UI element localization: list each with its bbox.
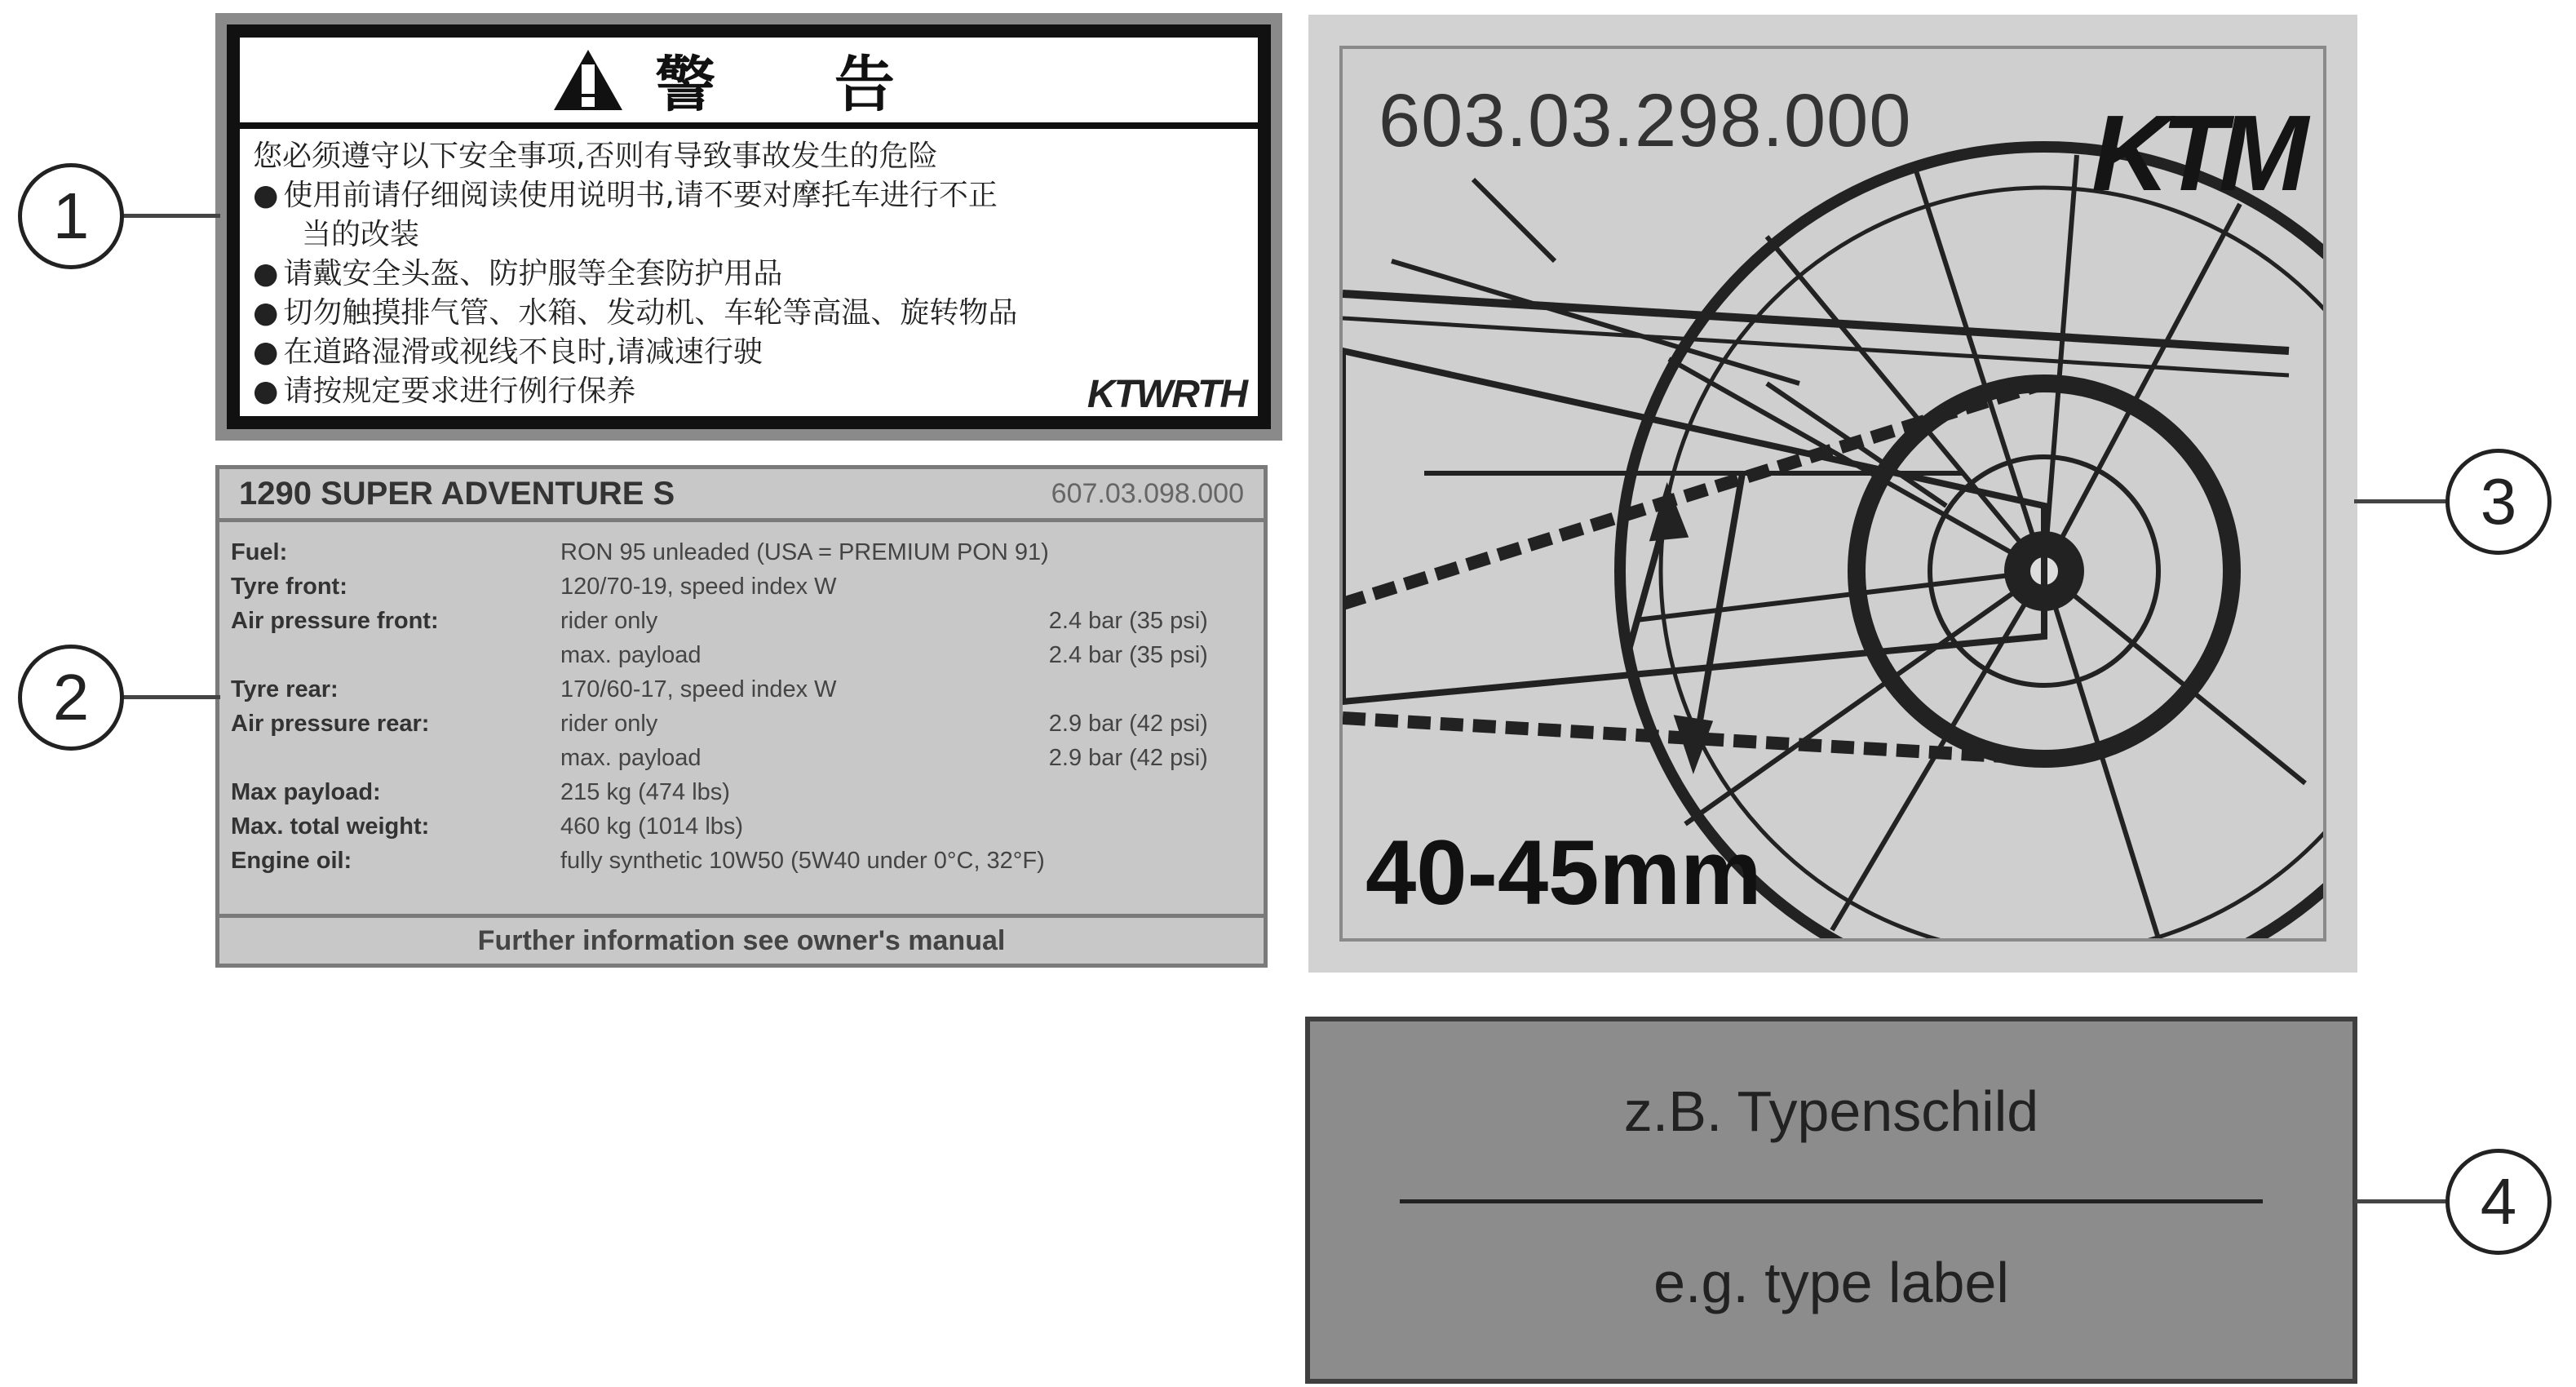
chain-tension-frame (1339, 46, 2326, 942)
specification-table (231, 535, 1208, 878)
type-label-german: z.B. Typenschild (1623, 1079, 2039, 1143)
specification-key: Air pressure rear: (231, 711, 430, 737)
specification-pressure (1049, 569, 1208, 604)
specification-pressure (1049, 844, 1208, 878)
warning-line: ● 请按规定要求进行例行保养 (253, 372, 1245, 411)
specification-key: Max. total weight: (231, 813, 430, 840)
specification-row (231, 844, 1208, 878)
chain-tension-label (1308, 15, 2357, 973)
warning-line: ● 请戴安全头盔、防护服等全套防护用品 (253, 255, 1245, 294)
specification-key (231, 638, 560, 672)
specification-pressure (1049, 535, 1208, 569)
type-label-english: e.g. type label (1653, 1251, 2009, 1314)
specification-value: 215 kg (474 lbs) (560, 779, 730, 805)
specification-pressure: 2.9 bar (42 psi) (1048, 745, 1208, 771)
specification-key: Fuel: (231, 539, 288, 565)
warning-title: 警 告 (655, 50, 944, 120)
ktm-logo: KTM (2091, 93, 2300, 213)
specification-value: fully synthetic 10W50 (5W40 under 0°C, 32°F) (560, 848, 1045, 874)
warning-text (240, 129, 1258, 419)
specification-key: Air pressure front: (231, 608, 439, 634)
specification-row (231, 638, 1208, 672)
specification-row (231, 569, 1208, 604)
brand-logo: KTWRTH (1087, 373, 1246, 416)
specification-value: rider only (560, 711, 658, 737)
specification-footer: Further information see owner's manual (219, 914, 1264, 964)
part-number: 603.03.298.000 (1379, 79, 1912, 162)
leader-line (122, 214, 220, 218)
specification-pressure: 2.4 bar (35 psi) (1048, 608, 1208, 634)
specification-row (231, 672, 1208, 707)
callout-1: 1 (18, 163, 124, 269)
chain-slack-value: 40-45mm (1365, 822, 1762, 924)
specification-header (219, 469, 1264, 522)
specification-row (231, 604, 1208, 638)
part-number: 607.03.098.000 (1051, 477, 1244, 509)
specification-row (231, 809, 1208, 844)
warning-label (215, 13, 1282, 441)
specification-value: 120/70-19, speed index W (560, 574, 837, 600)
specification-value: RON 95 unleaded (USA = PREMIUM PON 91) (560, 539, 1049, 565)
leader-line (2354, 499, 2455, 503)
specification-row (231, 775, 1208, 809)
specification-label (215, 465, 1268, 968)
warning-line: ● 切勿触摸排气管、水箱、发动机、车轮等高温、旋转物品 (253, 294, 1245, 333)
specification-pressure (1049, 809, 1208, 844)
specification-key: Tyre rear: (231, 676, 339, 702)
specification-key (231, 741, 560, 775)
specification-key: Engine oil: (231, 848, 352, 874)
callout-3: 3 (2445, 449, 2552, 555)
leader-line (2354, 1199, 2455, 1203)
specification-value: 170/60-17, speed index W (560, 676, 837, 702)
specification-value: max. payload (560, 745, 702, 771)
specification-value: rider only (560, 608, 658, 634)
specification-row (231, 741, 1208, 775)
warning-header (240, 38, 1258, 129)
warning-line: 当的改装 (302, 218, 420, 251)
callout-4: 4 (2445, 1149, 2552, 1255)
model-name: 1290 SUPER ADVENTURE S (239, 475, 675, 512)
warning-line: ● 使用前请仔细阅读使用说明书,请不要对摩托车进行不正 (253, 176, 1245, 215)
specification-pressure: 2.4 bar (35 psi) (1048, 642, 1208, 668)
specification-pressure: 2.9 bar (42 psi) (1048, 711, 1208, 737)
specification-pressure (1049, 672, 1208, 707)
specification-row (231, 707, 1208, 741)
warning-triangle-icon (554, 50, 622, 110)
type-label (1305, 1017, 2357, 1384)
specification-key: Tyre front: (231, 574, 347, 600)
callout-2: 2 (18, 645, 124, 751)
warning-line: 您必须遵守以下安全事项,否则有导致事故发生的危险 (253, 140, 938, 173)
specification-key: Max payload: (231, 779, 381, 805)
warning-line: ● 在道路湿滑或视线不良时,请减速行驶 (253, 333, 1245, 372)
specification-row (231, 535, 1208, 569)
type-label-divider (1400, 1199, 2263, 1203)
leader-line (122, 695, 220, 699)
specification-pressure (1049, 775, 1208, 809)
specification-value: max. payload (560, 642, 702, 668)
specification-value: 460 kg (1014 lbs) (560, 813, 744, 840)
